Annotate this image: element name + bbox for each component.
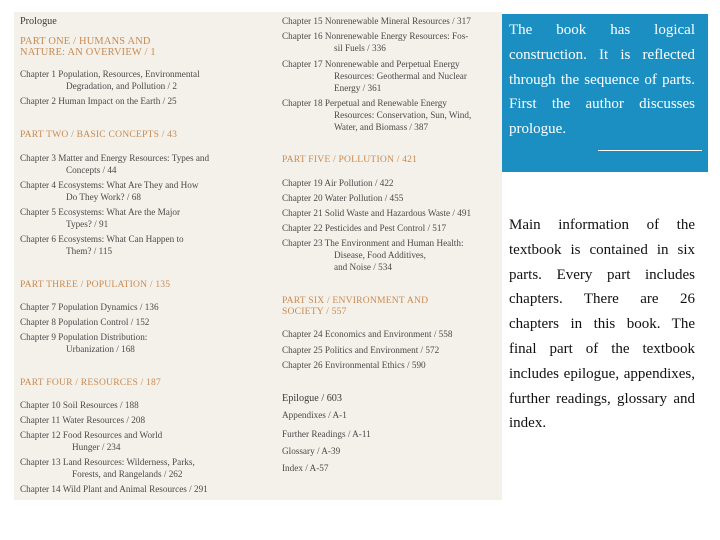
toc-line: Appendixes / A-1 — [282, 410, 347, 420]
toc-line: Chapter 8 Population Control / 152 — [20, 317, 150, 327]
toc-line: Concepts / 44 — [66, 165, 117, 175]
toc-line: Energy / 361 — [334, 83, 382, 93]
toc-line: Chapter 3 Matter and Energy Resources: Types and — [20, 153, 210, 163]
toc-line: Disease, Food Additives, — [334, 250, 426, 260]
toc-line: Chapter 15 Nonrenewable Mineral Resources / 317 — [282, 16, 471, 26]
toc-line: Chapter 6 Ecosystems: What Can Happen to — [20, 234, 184, 244]
toc-part-heading: PART FIVE / POLLUTION / 421 — [282, 154, 418, 165]
toc-line: Water, and Biomass / 387 — [334, 122, 429, 132]
toc-line: Chapter 14 Wild Plant and Animal Resources / 291 — [20, 484, 208, 494]
toc-line: Further Readings / A-11 — [282, 429, 371, 439]
toc-line: Chapter 22 Pesticides and Pest Control / 517 — [282, 223, 447, 233]
toc-line: sil Fuels / 336 — [334, 43, 386, 53]
toc-line: Chapter 2 Human Impact on the Earth / 25 — [20, 96, 177, 106]
toc-line: Chapter 11 Water Resources / 208 — [20, 415, 146, 425]
toc-line: Forests, and Rangelands / 262 — [72, 469, 183, 479]
toc-line: Types? / 91 — [66, 219, 109, 229]
toc-line: Chapter 13 Land Resources: Wilderness, Parks, — [20, 457, 195, 467]
toc-line: Epilogue / 603 — [282, 393, 342, 404]
toc-line: Chapter 10 Soil Resources / 188 — [20, 400, 139, 410]
toc-line: and Noise / 534 — [334, 262, 392, 272]
toc-line: Do They Work? / 68 — [66, 192, 141, 202]
toc-line: Chapter 23 The Environment and Human Health: — [282, 238, 464, 248]
toc-part-heading: SOCIETY / 557 — [282, 306, 347, 317]
toc-line: Chapter 7 Population Dynamics / 136 — [20, 302, 159, 312]
callout-structure-text: The book has logical construction. It is reflected through the sequence of parts. First the author discusses prologue. — [509, 22, 695, 138]
toc-scan — [14, 12, 502, 500]
toc-line: Chapter 16 Nonrenewable Energy Resources: Fos- — [282, 31, 469, 41]
toc-line: Chapter 17 Nonrenewable and Perpetual Energy — [282, 59, 460, 69]
toc-line: Chapter 9 Population Distribution: — [20, 332, 148, 342]
toc-line: Chapter 19 Air Pollution / 422 — [282, 178, 394, 188]
toc-line: Chapter 4 Ecosystems: What Are They and How — [20, 180, 199, 190]
toc-line: Chapter 20 Water Pollution / 455 — [282, 193, 404, 203]
toc-line: Hunger / 234 — [72, 442, 121, 452]
strike-line — [598, 150, 702, 151]
toc-line: Chapter 12 Food Resources and World — [20, 430, 163, 440]
toc-part-heading: PART THREE / POPULATION / 135 — [20, 279, 171, 290]
toc-line: Chapter 1 Population, Resources, Environmental — [20, 69, 200, 79]
toc-line: Glossary / A-39 — [282, 446, 341, 456]
toc-line: Chapter 5 Ecosystems: What Are the Major — [20, 207, 181, 217]
toc-part-heading: PART SIX / ENVIRONMENT AND — [282, 295, 429, 306]
toc-line: Chapter 26 Environmental Ethics / 590 — [282, 360, 426, 370]
toc-line: Resources: Geothermal and Nuclear — [334, 71, 467, 81]
toc-line: Chapter 18 Perpetual and Renewable Energy — [282, 98, 447, 108]
toc-line: Degradation, and Pollution / 2 — [66, 81, 177, 91]
toc-part-heading: PART TWO / BASIC CONCEPTS / 43 — [20, 129, 178, 140]
toc-line: Chapter 21 Solid Waste and Hazardous Waste / 491 — [282, 208, 472, 218]
toc-line: Chapter 25 Politics and Environment / 572 — [282, 345, 440, 355]
toc-part-heading: PART ONE / HUMANS AND — [20, 36, 151, 47]
toc-line: Chapter 24 Economics and Environment / 558 — [282, 329, 453, 339]
toc-part-heading: PART FOUR / RESOURCES / 187 — [20, 377, 162, 388]
toc-line: Index / A-57 — [282, 463, 329, 473]
callout-parts-text: Main information of the textbook is contained in six parts. Every part includes chapters. There are 26 chapters in this book. The final part of the textbook includes epilogue, appendixes, further readings, glossary and index. — [509, 217, 695, 432]
toc-line: Prologue — [20, 16, 57, 27]
toc-line: Urbanization / 168 — [66, 344, 135, 354]
toc-part-heading: NATURE: AN OVERVIEW / 1 — [20, 47, 156, 58]
toc-line: Them? / 115 — [66, 246, 113, 256]
toc-line: Resources: Conservation, Sun, Wind, — [334, 110, 472, 120]
